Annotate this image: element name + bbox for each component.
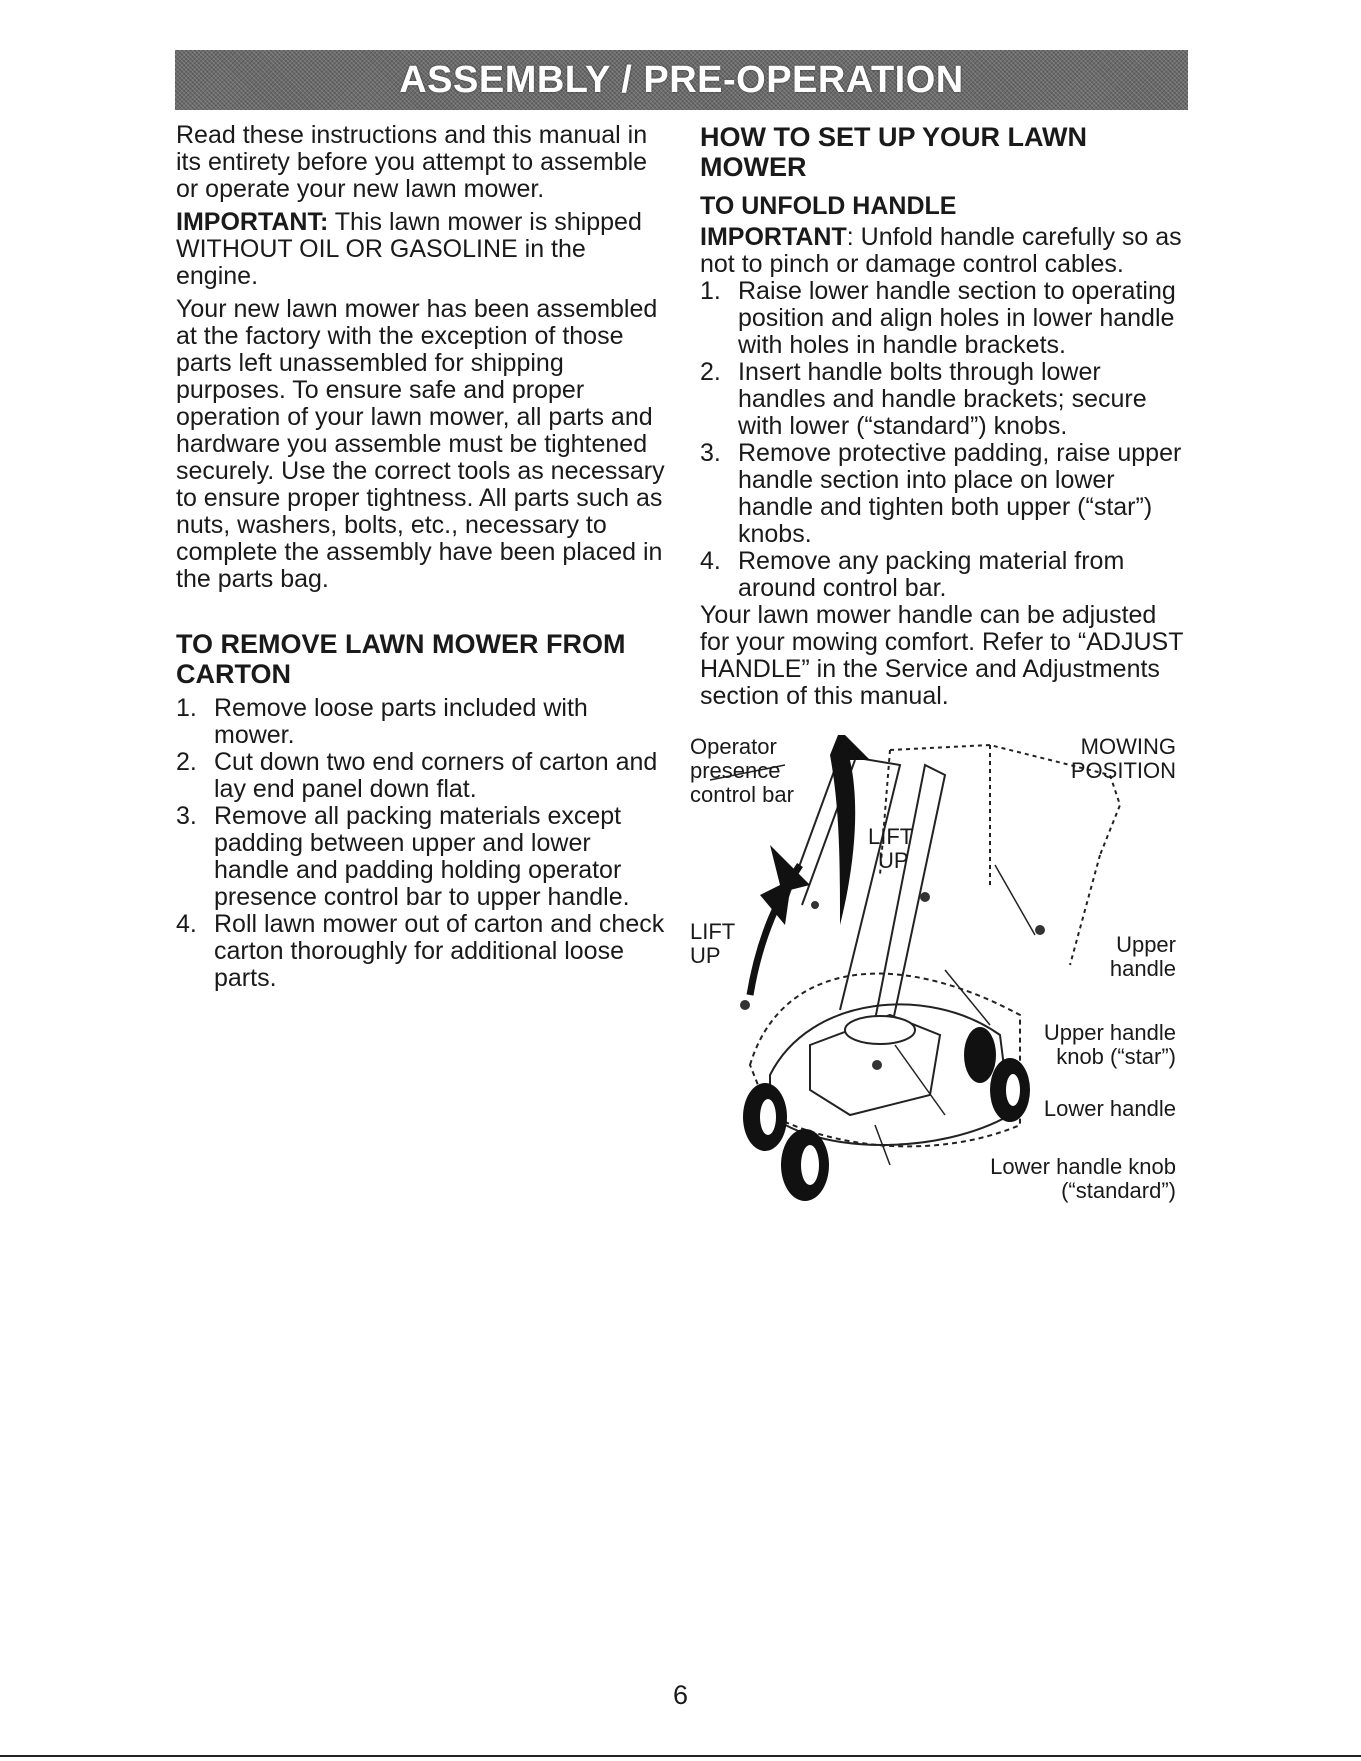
- important-label: IMPORTANT: [700, 223, 847, 251]
- setup-heading: HOW TO SET UP YOUR LAWN MOWER: [700, 122, 1088, 182]
- upper-knob-label: Upper handle knob (“star”): [1043, 1020, 1176, 1069]
- unfold-important: [700, 224, 1190, 278]
- assembly-paragraph: Your new lawn mower has been assembled at the factory with the exception of those parts left unassembled for shipping purposes. To ensure safe and proper operation of your lawn mower, all parts and hardware you assemble must be tightened securely. Use the correct tools as necessary to ensure proper tightness. All parts such as nuts, washers, bolts, etc., necessary to complete the assembly have been placed in the parts bag.: [176, 295, 665, 593]
- list-item: 4. Remove any packing material from around control bar.: [700, 547, 1125, 602]
- list-item: 1. Raise lower handle section to operating position and align holes in lower handle with holes in handle brackets.: [700, 277, 1176, 359]
- lift-arrow-top: [830, 735, 870, 925]
- list-item: 4. Roll lawn mower out of carton and check carton thoroughly for additional loose parts.: [176, 910, 665, 992]
- important-text: This lawn mower is shipped WITHOUT OIL OR GASOLINE in the engine.: [176, 208, 642, 290]
- important-notice: [176, 209, 666, 290]
- right-column: [700, 122, 1190, 716]
- unfold-steps-list: [700, 278, 1190, 602]
- list-item: 2. Cut down two end corners of carton and lay end panel down flat.: [176, 748, 658, 803]
- lower-handle-label: Lower handle: [1043, 1096, 1176, 1121]
- important-text: : Unfold handle carefully so as not to pinch or damage control cables.: [700, 223, 1182, 278]
- list-item: 2. Insert handle bolts through lower handles and handle brackets; secure with lower (“standard”) knobs.: [700, 358, 1147, 440]
- lower-knob-label: Lower handle knob (“standard”): [990, 1154, 1176, 1203]
- remove-heading: TO REMOVE LAWN MOWER FROM CARTON: [176, 629, 626, 689]
- handle-unfold-diagram: [690, 735, 1200, 1215]
- remove-steps-list: [176, 695, 666, 992]
- list-item: 1. Remove loose parts included with mower.: [176, 694, 588, 749]
- lift-up-top-label: LIFT UP: [868, 824, 914, 873]
- mowing-position-label: MOWING POSITION: [1070, 734, 1176, 783]
- lift-up-left-label: LIFT UP: [690, 919, 736, 968]
- list-item: 3. Remove all packing materials except padding between upper and lower handle and padding holding operator presence control bar to upper handle.: [176, 802, 630, 911]
- upper-handle-label: Upper handle: [1109, 932, 1176, 981]
- operator-label: Operator presence control bar: [690, 734, 794, 807]
- section-banner: [175, 50, 1188, 110]
- adjust-paragraph: Your lawn mower handle can be adjusted for your mowing comfort. Refer to “ADJUST HANDLE” in the Service and Adjustments section of this manual.: [700, 601, 1184, 710]
- unfold-heading: TO UNFOLD HANDLE: [700, 192, 957, 220]
- section-title: ASSEMBLY / PRE-OPERATION: [399, 59, 964, 101]
- page-number: 6: [672, 1680, 689, 1710]
- important-label: IMPORTANT:: [176, 208, 329, 236]
- bottom-rule: [0, 1755, 1361, 1757]
- list-item: 3. Remove protective padding, raise upper handle section into place on lower handle and tighten both upper (“star”) knobs.: [700, 439, 1182, 548]
- left-column: [176, 122, 666, 992]
- intro-paragraph: Read these instructions and this manual in its entirety before you attempt to assemble or operate your new lawn mower.: [176, 121, 648, 203]
